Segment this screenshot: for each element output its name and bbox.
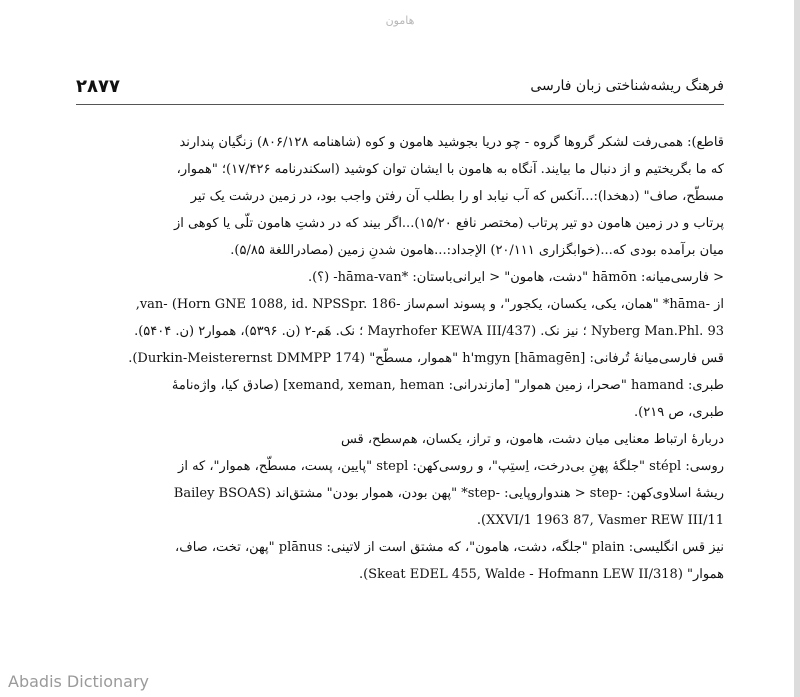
entry-body bbox=[76, 130, 724, 589]
entry-line: از -hāma* "همان، یکی، یکسان، یکجور"، و پسوند اسم‌ساز -van- (Horn GNE 1088, id. NPSSpr. 186, bbox=[135, 297, 724, 312]
entry-line: طبری: hamand "صحرا، زمین هموار" [مازندرانی: xemand, xeman, heman] (صادق کیا، واژه‌نامهٔ bbox=[171, 378, 724, 393]
entry-line: پرتاب و در زمین هامون دو تیر پرتاب (مختصر نافع ۱۵/۲۰)...اگر بیند که در دشتِ هامون تلّی یا کوهی از bbox=[173, 216, 724, 231]
entry-line: قاطع): همی‌رفت لشکر گروها گروه - چو دریا بجوشید هامون و کوه (شاهنامه ۸۰۶/۱۲۸) زنگیان پندارند bbox=[179, 135, 724, 150]
entry-line: قس فارسی‌میانه‌ٔ تُرفانی: h'mgyn [hāmagēn] "هموار، مسطّح" (Durkin-Meisterernst DMMPP 174). bbox=[128, 351, 724, 366]
entry-line: روسی: stépl "جلگهٔ پهنِ بی‌درخت، اِستِپ"، و روسی‌کهن: stepl "پایین، پست، مسطّح، هموار"، که از bbox=[178, 459, 724, 474]
entry-line: میان برآمده بودی که...(خوابگزاری ۲۰/۱۱۱) الإجداد:...هامون شدنِ زمین (مصادراللغة ۵/۸۵). bbox=[230, 243, 724, 258]
book-title: فرهنگ ریشه‌شناختی زبان فارسی bbox=[530, 78, 724, 94]
entry-line: هموار" (Skeat EDEL 455, Walde - Hofmann LEW II/318). bbox=[358, 567, 724, 582]
entry-line: نیز قس انگلیسی: plain "جلگه، دشت، هامون"، که مشتق است از لاتینی: plānus "پهن، تخت، صاف، bbox=[175, 540, 724, 555]
window-title: هامون bbox=[385, 14, 415, 27]
entry-line: ریشهٔ اسلاوی‌کهن: -step < هندواروپایی: -step* "پهن بودن، هموار بودن" مشتق‌اند (Bailey BSOAS bbox=[173, 486, 724, 501]
entry-line: که ما بگریختیم و از دنبال ما بیایند. آنگاه به هامون با ایشان توان کوشید (اسکندرنامه ۱۷/۴۲۶)؛ "هموار، bbox=[176, 162, 724, 177]
entry-line: طبری، ص ۲۱۹). bbox=[634, 405, 724, 420]
entry-line: XXVI/1 1963 87, Vasmer REW III/11). bbox=[476, 513, 724, 528]
entry-line: Nyberg Man.Phl. 93 ؛ نیز نک. (Mayrhofer KEWA III/437 ؛ نک. هَم-۲ (ن. ۵۳۹۶)، هموار۲ (ن. ۵۴۰۴). bbox=[134, 324, 724, 339]
watermark: Abadis Dictionary bbox=[8, 672, 149, 691]
entry-line: < فارسی‌میانه: hāmōn "دشت، هامون" < ایرانی‌باستان: *hāma-van- (؟). bbox=[307, 270, 724, 285]
page-header bbox=[76, 76, 724, 105]
entry-line: دربارهٔ ارتباط معنایی میان دشت، هامون، و تراز، یکسان، هم‌سطح، قس bbox=[340, 432, 724, 447]
page-number: ۲۸۷۷ bbox=[76, 76, 120, 97]
scrollbar[interactable] bbox=[794, 0, 800, 697]
entry-line: مسطّح، صاف" (دهخدا):...آنکس که آب نیابد او را بطلب آن رفتن واجب بود، در زمین درشت یک تیر bbox=[190, 189, 724, 204]
